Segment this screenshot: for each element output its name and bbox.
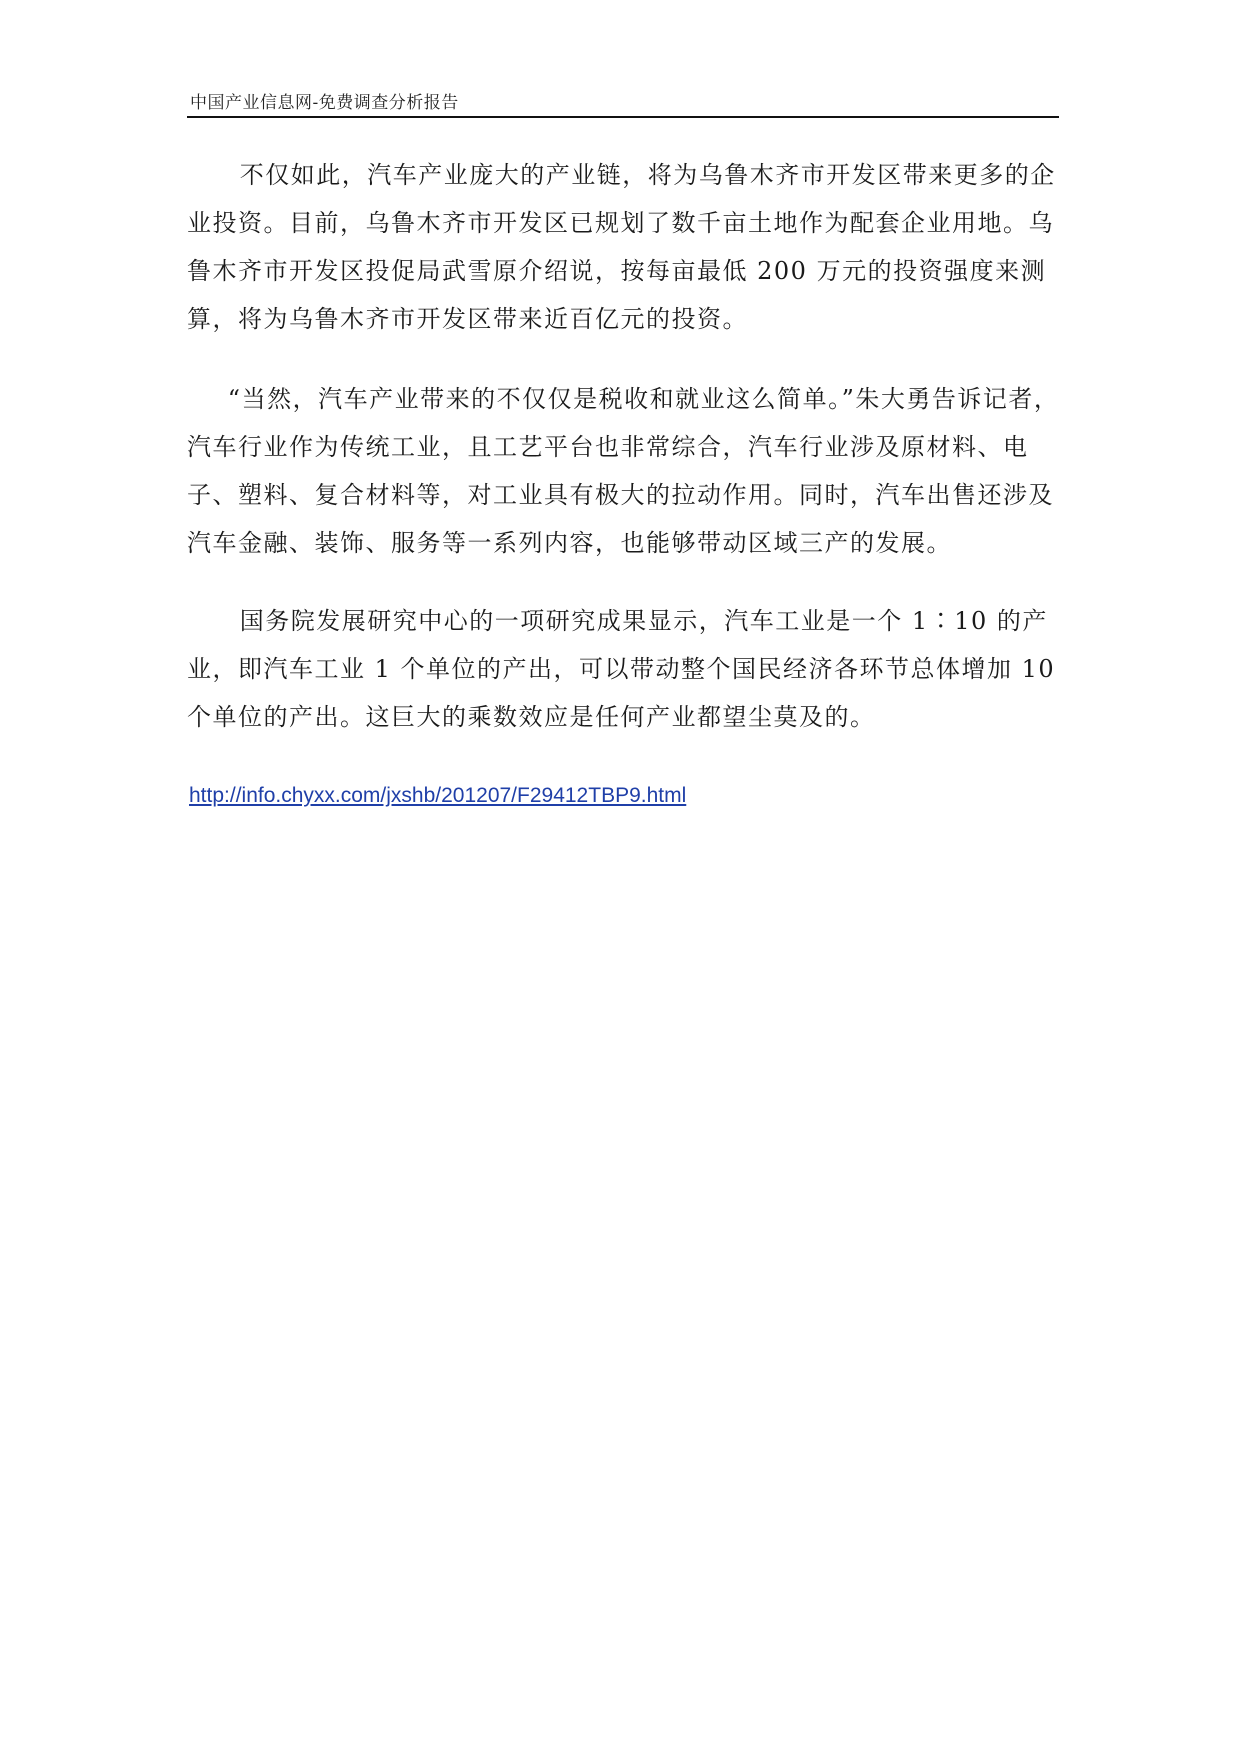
paragraph-investment: 不仅如此，汽车产业庞大的产业链，将为乌鲁木齐市开发区带来更多的企业投资。目前，乌鲁木齐市开发区已规划了数千亩土地作为配套企业用地。乌鲁木齐市开发区投促局武雪原介绍说，按每亩最低 200 万元的投资强度来测算，将为乌鲁木齐市开发区带来近百亿元的投资。 <box>187 161 1056 333</box>
header-title: 中国产业信息网-免费调查分析报告 <box>190 93 459 113</box>
source-link[interactable]: http://info.chyxx.com/jxshb/201207/F29412TBP9.html <box>189 784 687 807</box>
paragraph-research: 国务院发展研究中心的一项研究成果显示，汽车工业是一个 1∶10 的产业，即汽车工业 1 个单位的产出，可以带动整个国民经济各环节总体增加 10 个单位的产出。这巨大的乘数效应是任何产业都望尘莫及的。 <box>187 607 1056 731</box>
page-header <box>187 84 1059 118</box>
paragraph-quote: “当然，汽车产业带来的不仅仅是税收和就业这么简单。”朱大勇告诉记者，汽车行业作为传统工业，且工艺平台也非常综合，汽车行业涉及原材料、电子、塑料、复合材料等，对工业具有极大的拉动作用。同时，汽车出售还涉及汽车金融、装饰、服务等一系列内容，也能够带动区域三产的发展。 <box>187 385 1060 557</box>
